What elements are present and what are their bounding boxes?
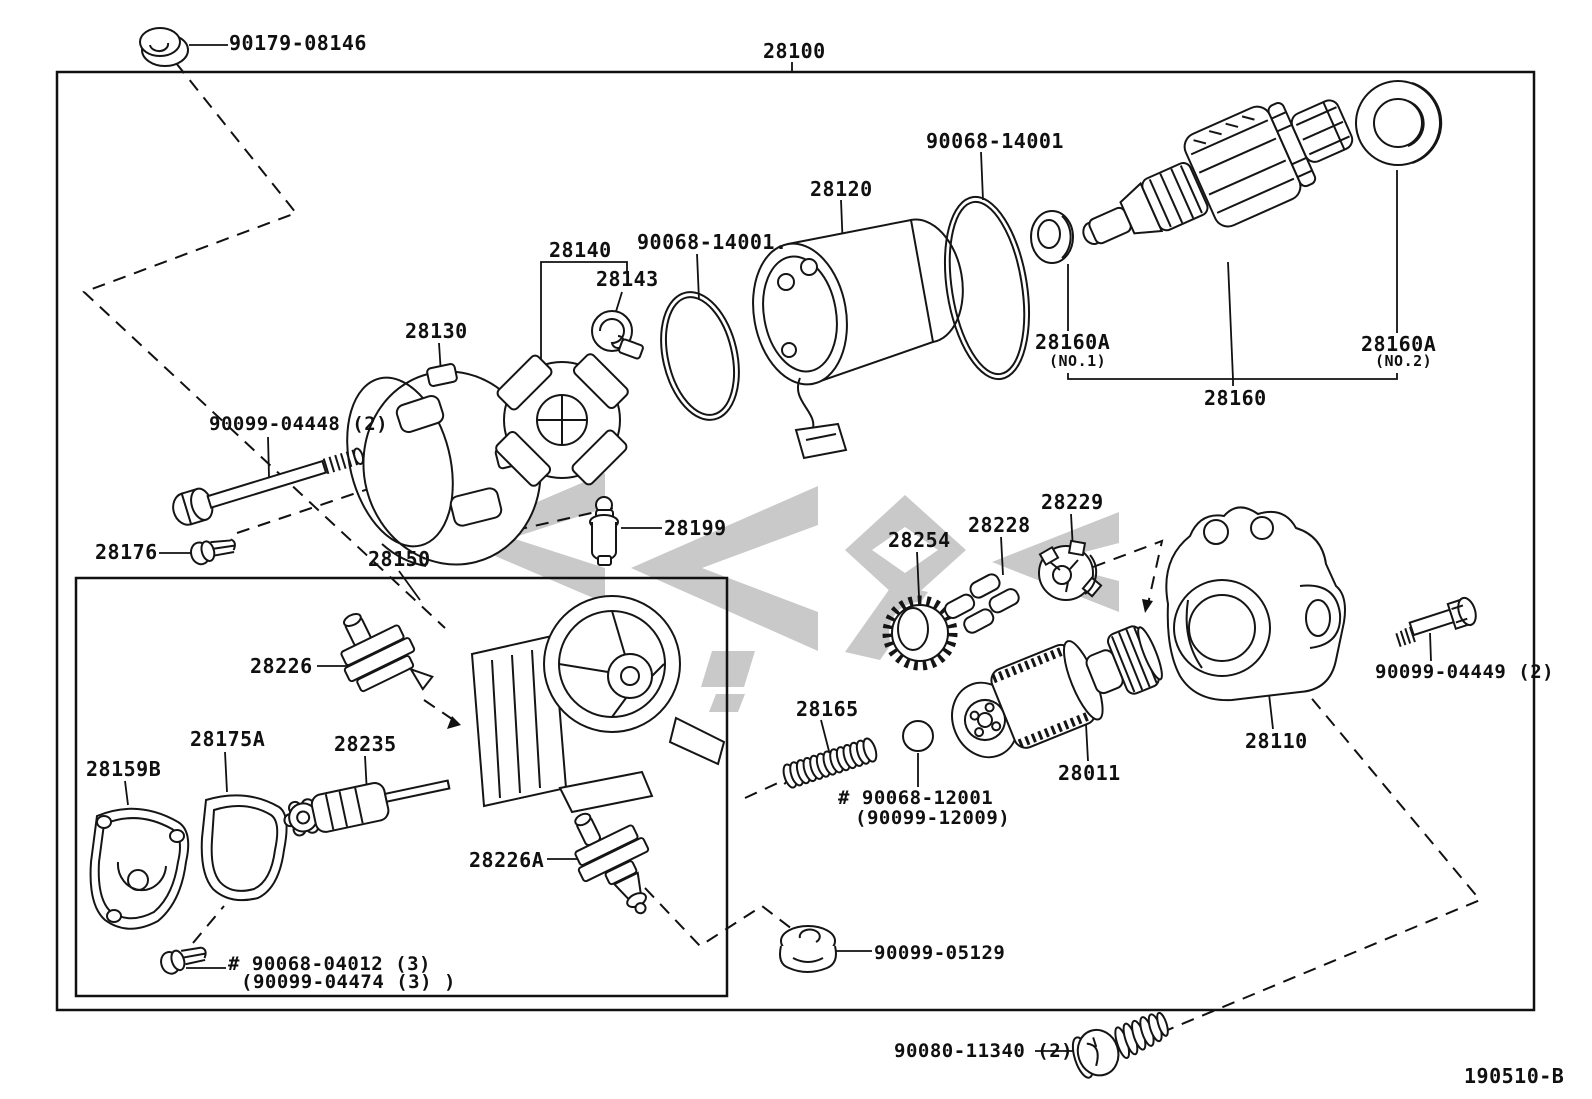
part-label-28130: 28130 (405, 319, 468, 343)
brush-terminal-28226A-drawing (557, 795, 672, 930)
part-label-90099-04474: (90099-04474 (3) ) (241, 971, 456, 993)
screw-28176-drawing (189, 533, 238, 567)
grommet-90099-05129-drawing (780, 926, 836, 972)
part-label-90068-14001-left: 90068-14001. (637, 230, 788, 254)
part-label-28160A-no2: 28160A (1361, 332, 1437, 356)
part-label-28143: 28143 (596, 267, 659, 291)
bearing-no1-drawing (1031, 211, 1073, 263)
bolt-90080-11340-drawing (1068, 1008, 1175, 1082)
part-label-28150: 28150 (368, 547, 431, 571)
part-label-28228: 28228 (968, 513, 1031, 537)
part-label-28229: 28229 (1041, 490, 1104, 514)
figure-code: 190510-B (1464, 1064, 1565, 1088)
o-ring-left-drawing (649, 284, 750, 427)
clutch-rollers-28228-drawing (940, 567, 1024, 640)
part-label-28176: 28176 (95, 540, 158, 564)
part-label-90099-12009: (90099-12009) (855, 807, 1011, 829)
brush-spring-coil-drawing (592, 311, 644, 359)
starter-clutch-28011-drawing (940, 612, 1172, 771)
steel-ball-drawing (903, 721, 933, 751)
part-label-90099-05129: 90099-05129 (874, 942, 1006, 964)
part-label-90099-04448: 90099-04448 (2) (209, 413, 389, 435)
part-label-28159B: 28159B (86, 757, 162, 781)
spring-28165-drawing (779, 737, 879, 790)
part-label-28160A-no1: 28160A (1035, 330, 1111, 354)
part-label-90068-12001: # 90068-12001 (838, 787, 994, 809)
part-label-28175A: 28175A (190, 727, 266, 751)
part-label-28199: 28199 (664, 516, 727, 540)
screw-90068-04012-drawing (158, 941, 209, 976)
part-label-28226: 28226 (250, 654, 313, 678)
part-label-28160A-no2-sub: (NO.2) (1375, 352, 1433, 370)
brush-terminal-28226-drawing (324, 595, 435, 716)
part-label-90068-04012: # 90068-04012 (3) (228, 953, 431, 975)
part-label-28120: 28120 (810, 177, 873, 201)
part-label-90099-04449: 90099-04449 (2) (1375, 661, 1555, 683)
part-label-28160A-no1-sub: (NO.1) (1049, 352, 1107, 370)
part-label-90068-14001-right: 90068-14001 (926, 129, 1064, 153)
gasket-28175A-drawing (202, 795, 287, 900)
bearing-no2-drawing (1356, 81, 1441, 165)
flange-nut-drawing (140, 28, 188, 66)
part-label-90080-11340: 90080-11340 (2) (894, 1040, 1074, 1062)
part-label-90179-08146: 90179-08146 (229, 31, 367, 55)
part-label-28254: 28254 (888, 528, 951, 552)
end-cap-28159B-drawing (91, 809, 189, 929)
bolt-90099-04449-drawing (1392, 596, 1479, 648)
part-label-28226A: 28226A (469, 848, 545, 872)
idler-gear-28254-drawing (887, 600, 953, 666)
part-label-28165: 28165 (796, 697, 859, 721)
part-label-28011: 28011 (1058, 761, 1121, 785)
starter-housing-28110-drawing (1166, 507, 1345, 700)
part-label-28140: 28140 (549, 238, 612, 262)
armature-drawing (1064, 75, 1365, 282)
drive-housing-28150-drawing (472, 596, 724, 812)
part-label-28100: 28100 (763, 39, 826, 63)
part-label-28110: 28110 (1245, 729, 1308, 753)
part-label-28160: 28160 (1204, 386, 1267, 410)
part-label-28235: 28235 (334, 732, 397, 756)
